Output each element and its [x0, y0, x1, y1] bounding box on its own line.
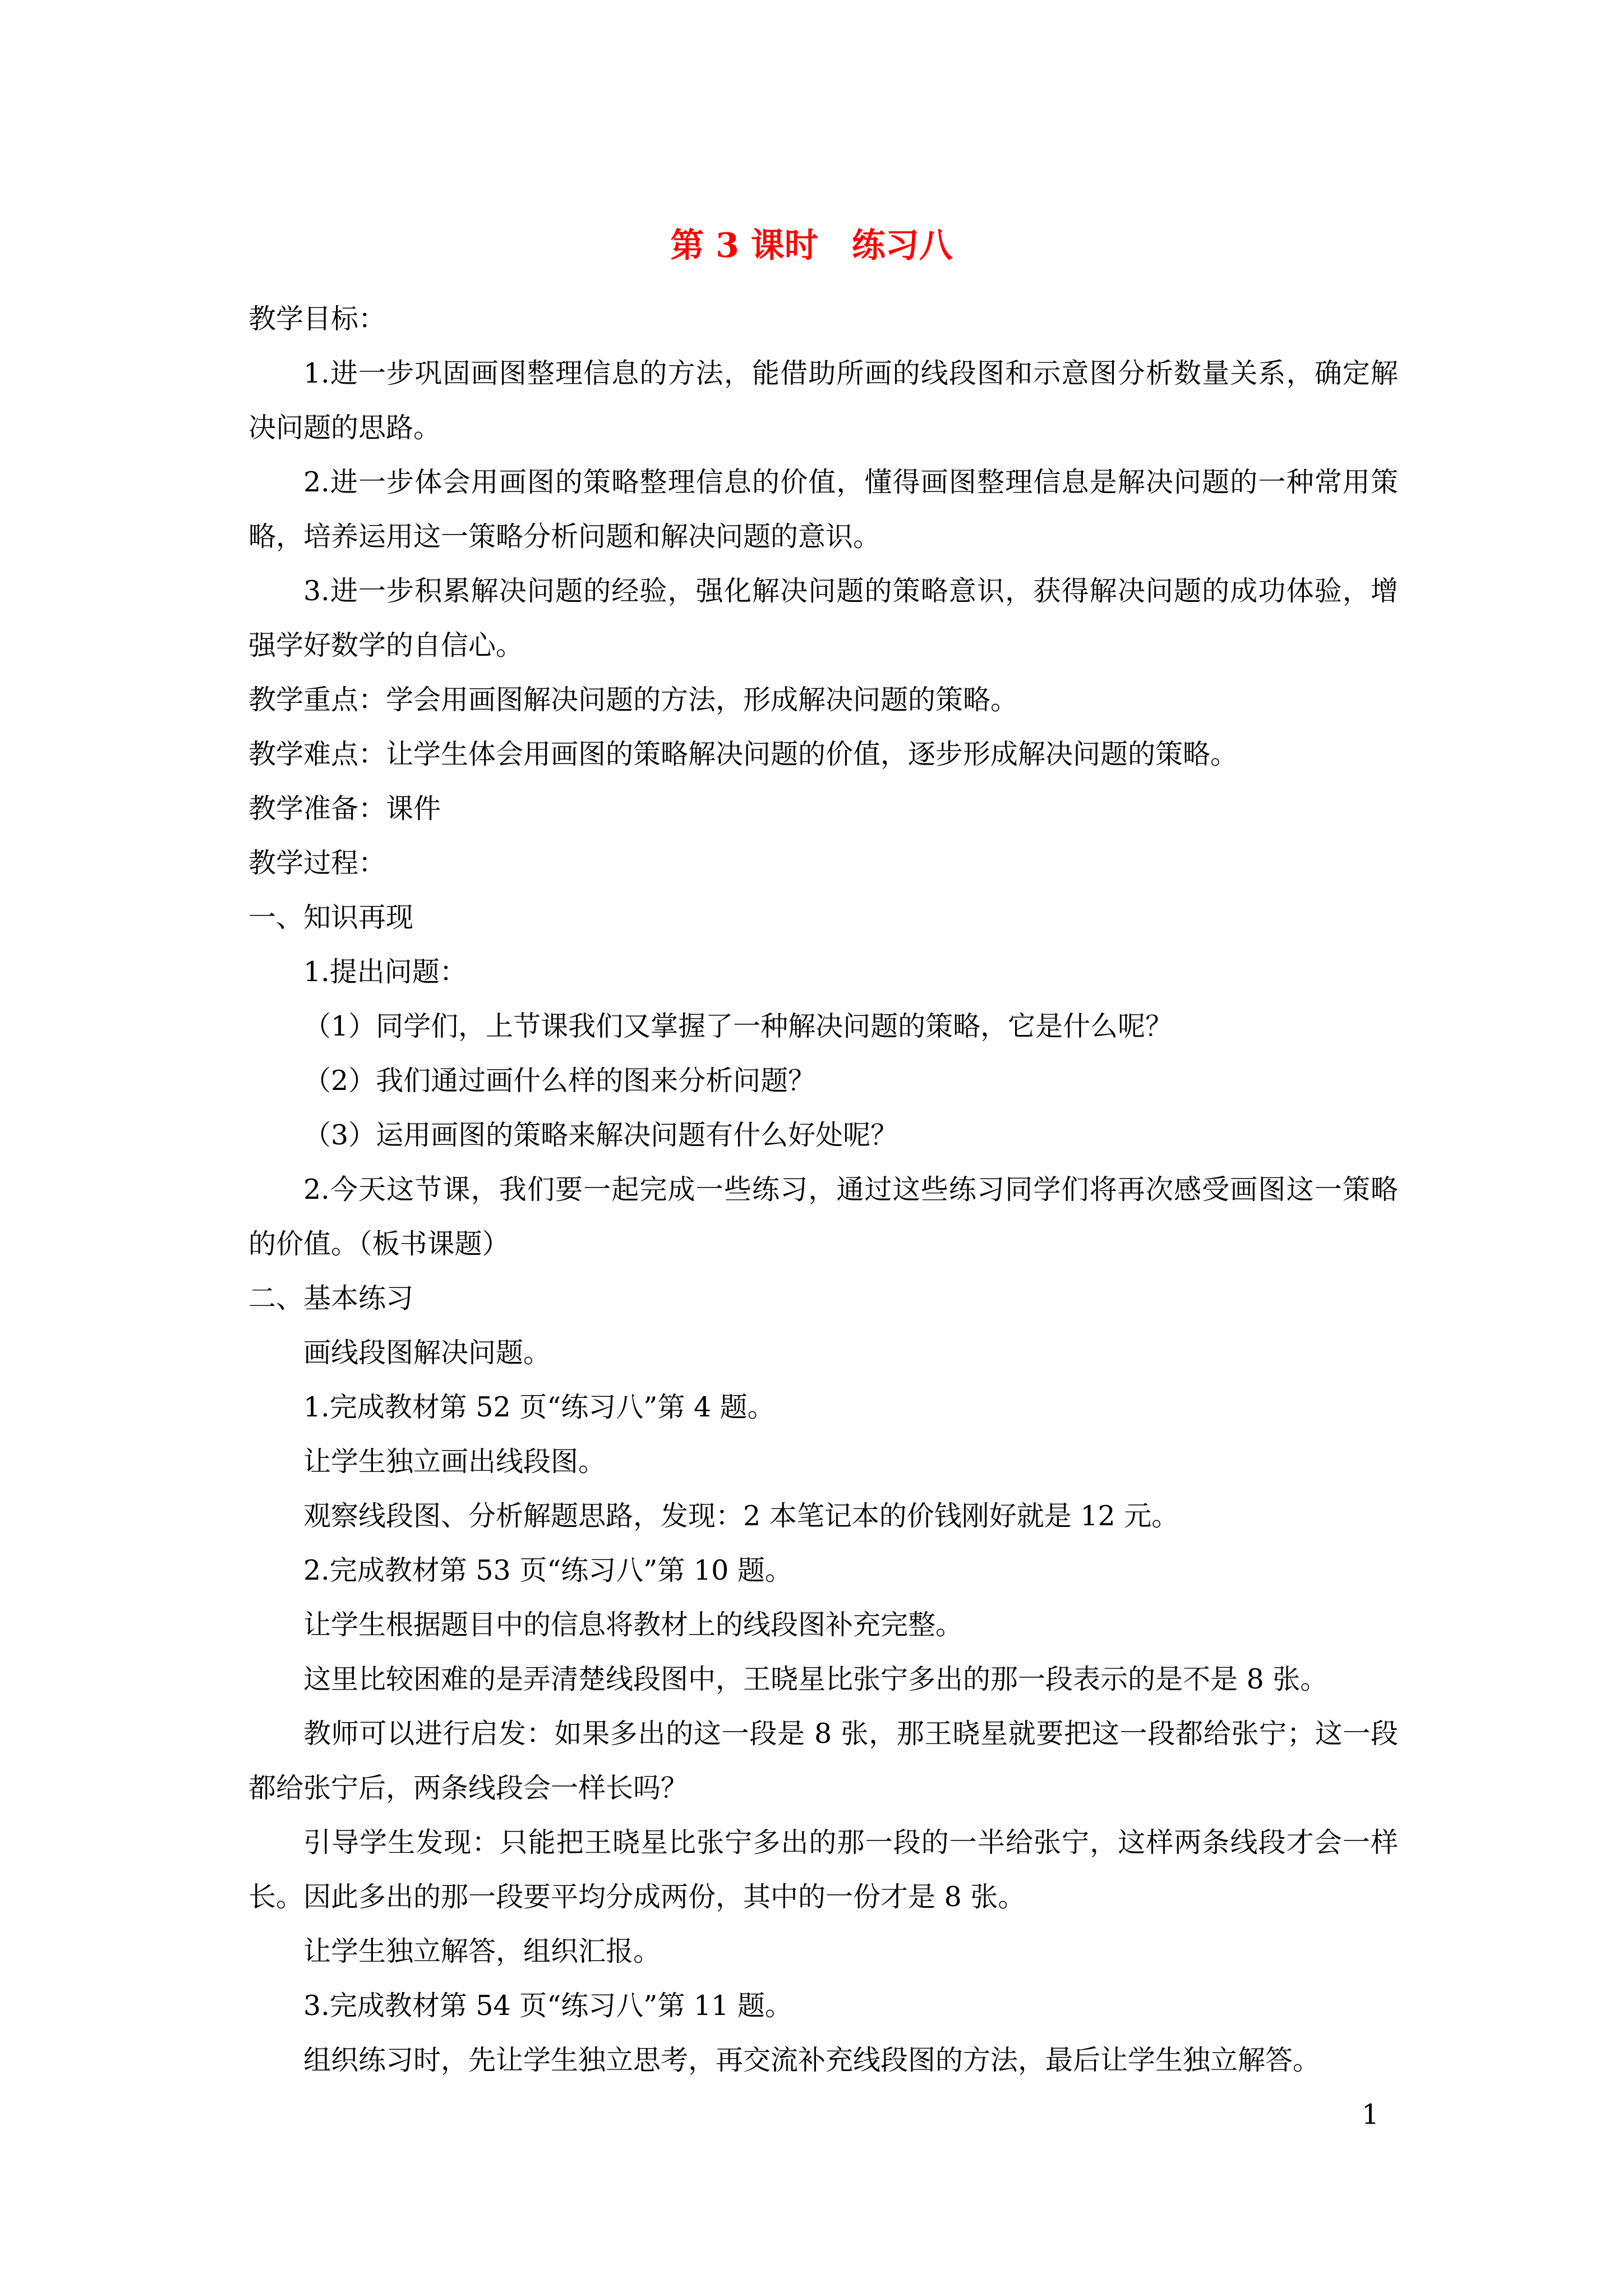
paragraph: 组织练习时，先让学生独立思考，再交流补充线段图的方法，最后让学生独立解答。: [303, 2044, 1321, 2076]
paragraph: （3）运用画图的策略来解决问题有什么好处呢？: [303, 1119, 898, 1151]
paragraph: 2.进一步体会用画图的策略整理信息的价值，懂得画图整理信息是解决问题的一种常用策略，培养运用这一策略分析问题和解决问题的意识。: [248, 466, 1398, 553]
paragraph: 3.完成教材第 54 页“练习八”第 11 题。: [303, 1990, 792, 2022]
paragraph: 教师可以进行启发：如果多出的这一段是 8 张，那王晓星就要把这一段都给张宁；这一段都给张宁后，两条线段会一样长吗？: [248, 1718, 1398, 1804]
paragraph: 教学重点：学会用画图解决问题的方法，形成解决问题的策略。: [248, 684, 1018, 716]
page-title: 第 3 课时 练习八: [670, 226, 953, 265]
paragraph: 画线段图解决问题。: [303, 1337, 551, 1369]
document-body: [248, 292, 1398, 2087]
paragraph: 让学生独立画出线段图。: [303, 1446, 606, 1478]
paragraph: 1.进一步巩固画图整理信息的方法，能借助所画的线段图和示意图分析数量关系，确定解决问题的思路。: [248, 357, 1398, 444]
paragraph: 让学生独立解答，组织汇报。: [303, 1935, 661, 1967]
paragraph: 教学目标：: [248, 303, 386, 335]
paragraph: 教学难点：让学生体会用画图的策略解决问题的价值，逐步形成解决问题的策略。: [248, 738, 1238, 770]
paragraph: 2.完成教材第 53 页“练习八”第 10 题。: [303, 1554, 792, 1586]
paragraph: （2）我们通过画什么样的图来分析问题？: [303, 1065, 816, 1097]
paragraph: 1.提出问题：: [303, 956, 467, 988]
paragraph: 观察线段图、分析解题思路，发现：2 本笔记本的价钱刚好就是 12 元。: [303, 1500, 1179, 1532]
paragraph: 二、基本练习: [248, 1282, 414, 1314]
paragraph: 一、知识再现: [248, 901, 414, 933]
paragraph: 3.进一步积累解决问题的经验，强化解决问题的策略意识，获得解决问题的成功体验，增强学好数学的自信心。: [248, 575, 1398, 661]
paragraph: 这里比较困难的是弄清楚线段图中，王晓星比张宁多出的那一段表示的是不是 8 张。: [303, 1663, 1328, 1695]
paragraph: 教学过程：: [248, 847, 386, 879]
page-number: 1: [1361, 2099, 1379, 2131]
paragraph: 引导学生发现：只能把王晓星比张宁多出的那一段的一半给张宁，这样两条线段才会一样长。因此多出的那一段要平均分成两份，其中的一份才是 8 张。: [248, 1826, 1398, 1913]
paragraph: 教学准备：课件: [248, 793, 441, 825]
paragraph: 让学生根据题目中的信息将教材上的线段图补充完整。: [303, 1609, 963, 1641]
paragraph: 1.完成教材第 52 页“练习八”第 4 题。: [303, 1391, 775, 1423]
paragraph: 2.今天这节课，我们要一起完成一些练习，通过这些练习同学们将再次感受画图这一策略的价值。（板书课题）: [248, 1174, 1398, 1260]
paragraph: （1）同学们，上节课我们又掌握了一种解决问题的策略，它是什么呢？: [303, 1010, 1173, 1042]
